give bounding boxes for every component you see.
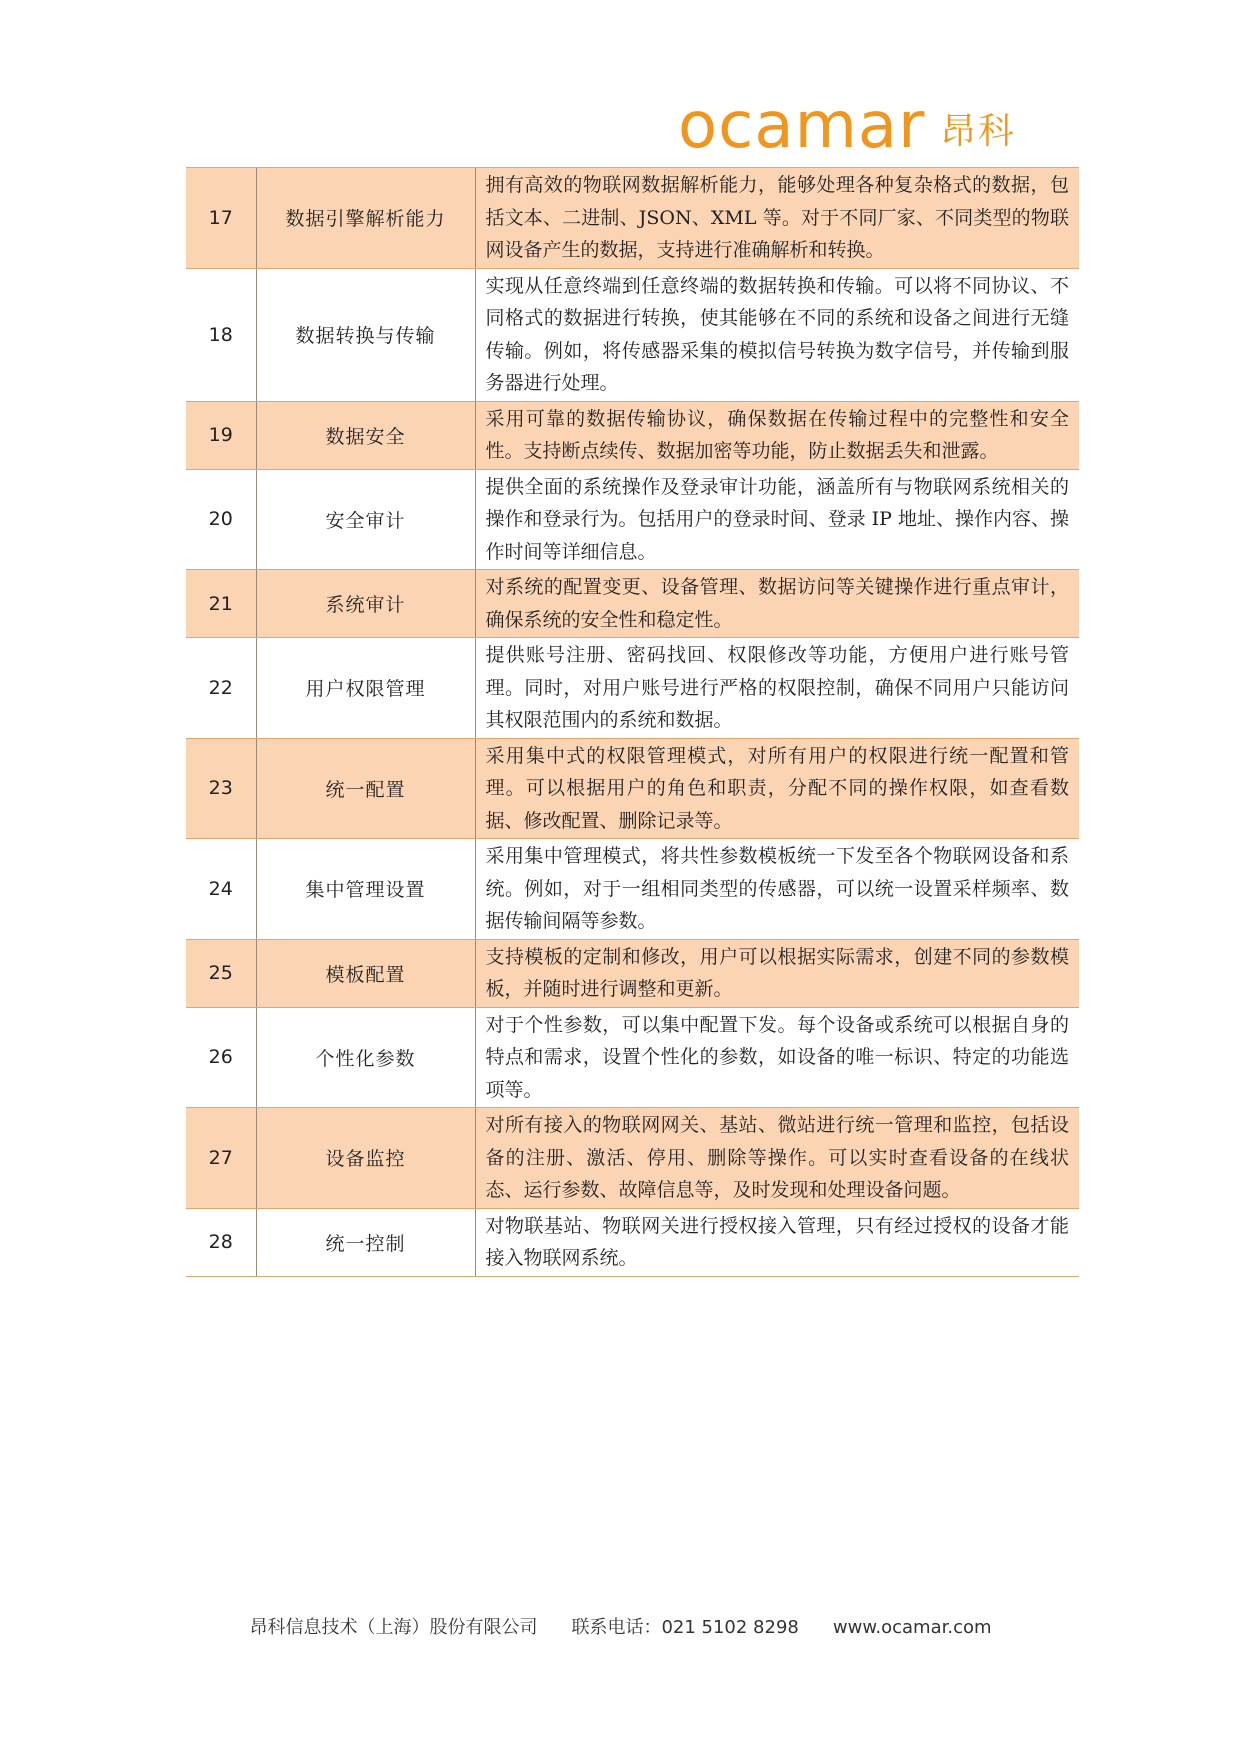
table-row	[186, 839, 1079, 940]
table-row	[186, 401, 1079, 469]
feature-description: 拥有高效的物联网数据解析能力，能够处理各种复杂格式的数据，包括文本、二进制、JSON、XML 等。对于不同厂家、不同类型的物联网设备产生的数据，支持进行准确解析和转换。	[475, 168, 1079, 269]
table-row	[186, 1007, 1079, 1108]
row-number: 19	[186, 401, 256, 469]
feature-name: 统一控制	[256, 1208, 475, 1276]
page-footer	[0, 1613, 1241, 1639]
logo-chinese-name: 昂科	[940, 111, 1017, 152]
row-number: 24	[186, 839, 256, 940]
footer-website: www.ocamar.com	[832, 1617, 992, 1638]
table-row	[186, 268, 1079, 401]
row-number: 26	[186, 1007, 256, 1108]
feature-name: 用户权限管理	[256, 638, 475, 739]
feature-name: 统一配置	[256, 738, 475, 839]
feature-name: 模板配置	[256, 939, 475, 1007]
feature-description: 提供全面的系统操作及登录审计功能，涵盖所有与物联网系统相关的操作和登录行为。包括用户的登录时间、登录 IP 地址、操作内容、操作时间等详细信息。	[475, 469, 1079, 570]
table-row	[186, 570, 1079, 638]
feature-description: 支持模板的定制和修改，用户可以根据实际需求，创建不同的参数模板，并随时进行调整和更新。	[475, 939, 1079, 1007]
row-number: 17	[186, 168, 256, 269]
feature-name: 设备监控	[256, 1108, 475, 1209]
feature-description: 对于个性参数，可以集中配置下发。每个设备或系统可以根据自身的特点和需求，设置个性化的参数，如设备的唯一标识、特定的功能选项等。	[475, 1007, 1079, 1108]
row-number: 27	[186, 1108, 256, 1209]
logo-wordmark: ocamar	[678, 89, 926, 163]
feature-table	[186, 167, 1079, 1277]
table-row	[186, 1108, 1079, 1209]
feature-name: 系统审计	[256, 570, 475, 638]
feature-description: 采用可靠的数据传输协议，确保数据在传输过程中的完整性和安全性。支持断点续传、数据加密等功能，防止数据丢失和泄露。	[475, 401, 1079, 469]
row-number: 22	[186, 638, 256, 739]
feature-name: 个性化参数	[256, 1007, 475, 1108]
feature-description: 提供账号注册、密码找回、权限修改等功能，方便用户进行账号管理。同时，对用户账号进行严格的权限控制，确保不同用户只能访问其权限范围内的系统和数据。	[475, 638, 1079, 739]
feature-description: 采用集中式的权限管理模式，对所有用户的权限进行统一配置和管理。可以根据用户的角色和职责，分配不同的操作权限，如查看数据、修改配置、删除记录等。	[475, 738, 1079, 839]
footer-phone: 联系电话：021 5102 8298	[571, 1617, 799, 1638]
feature-description: 对所有接入的物联网网关、基站、微站进行统一管理和监控，包括设备的注册、激活、停用、删除等操作。可以实时查看设备的在线状态、运行参数、故障信息等，及时发现和处理设备问题。	[475, 1108, 1079, 1209]
table-row	[186, 469, 1079, 570]
feature-name: 数据引擎解析能力	[256, 168, 475, 269]
table-row	[186, 738, 1079, 839]
feature-name: 数据安全	[256, 401, 475, 469]
table-row	[186, 168, 1079, 269]
row-number: 28	[186, 1208, 256, 1276]
row-number: 18	[186, 268, 256, 401]
feature-description: 实现从任意终端到任意终端的数据转换和传输。可以将不同协议、不同格式的数据进行转换，使其能够在不同的系统和设备之间进行无缝传输。例如，将传感器采集的模拟信号转换为数字信号，并传输到服务器进行处理。	[475, 268, 1079, 401]
table-row	[186, 939, 1079, 1007]
row-number: 21	[186, 570, 256, 638]
feature-description: 对系统的配置变更、设备管理、数据访问等关键操作进行重点审计，确保系统的安全性和稳定性。	[475, 570, 1079, 638]
feature-description: 采用集中管理模式，将共性参数模板统一下发至各个物联网设备和系统。例如，对于一组相同类型的传感器，可以统一设置采样频率、数据传输间隔等参数。	[475, 839, 1079, 940]
feature-name: 安全审计	[256, 469, 475, 570]
feature-description: 对物联基站、物联网关进行授权接入管理，只有经过授权的设备才能接入物联网系统。	[475, 1208, 1079, 1276]
table-row	[186, 1208, 1079, 1276]
company-logo	[678, 89, 1048, 166]
row-number: 25	[186, 939, 256, 1007]
table-row	[186, 638, 1079, 739]
row-number: 23	[186, 738, 256, 839]
footer-company: 昂科信息技术（上海）股份有限公司	[249, 1617, 538, 1638]
feature-name: 数据转换与传输	[256, 268, 475, 401]
row-number: 20	[186, 469, 256, 570]
feature-name: 集中管理设置	[256, 839, 475, 940]
